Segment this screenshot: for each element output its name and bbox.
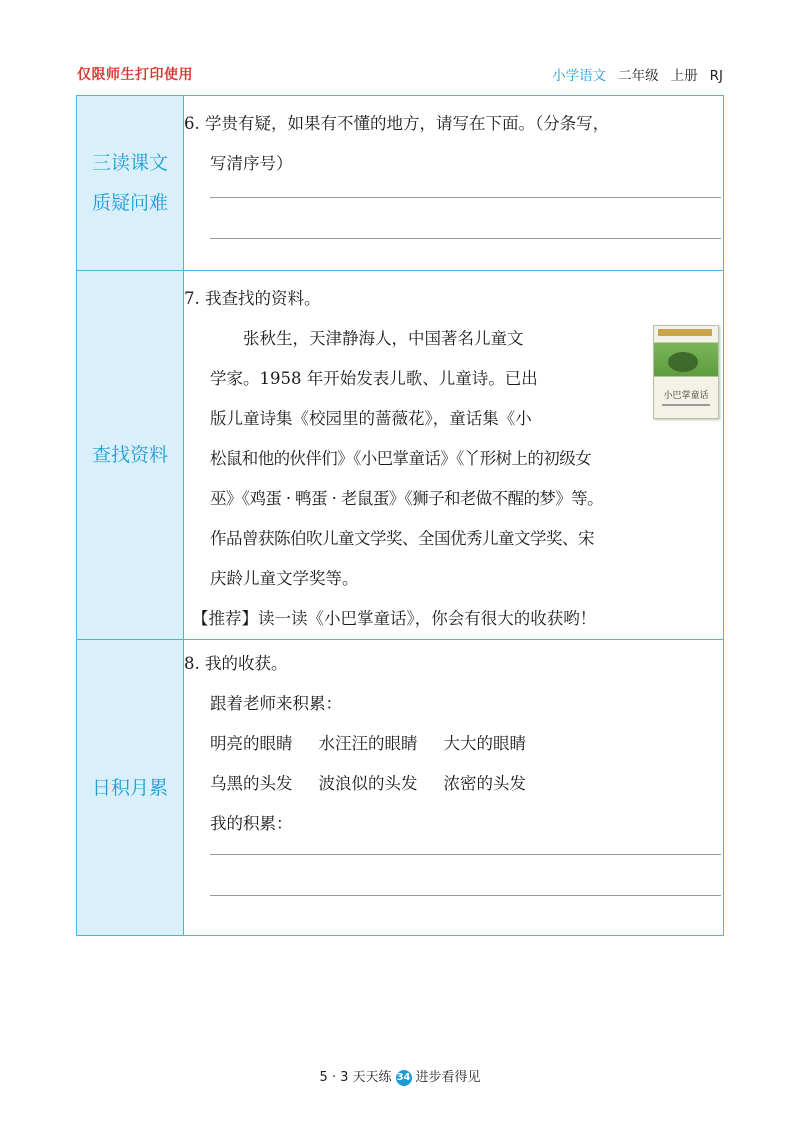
section-question-6: [77, 96, 724, 271]
section-question-8: [77, 640, 724, 936]
footer-series: 5 · 3 天天练: [319, 1070, 392, 1085]
question-6-cont: 写清序号）: [210, 154, 293, 173]
section-label: [77, 640, 184, 936]
phrase: 大大的眼睛: [443, 734, 526, 753]
phrase-row-eyes: [184, 724, 723, 764]
subject: 小学语文: [552, 68, 607, 84]
label-line: 三读课文: [91, 152, 168, 174]
paragraph-line: 巫》《鸡蛋 · 鸭蛋 · 老鼠蛋》《狮子和老做不醒的梦》等。: [210, 489, 603, 508]
section-question-7: [77, 271, 724, 640]
book-info: [552, 64, 723, 84]
writing-line[interactable]: [210, 198, 721, 239]
worksheet-table: [76, 95, 724, 936]
section-content: [184, 96, 724, 271]
volume: 上册: [670, 68, 698, 84]
book-cover-image: [653, 325, 719, 419]
label-line: 质疑问难: [91, 192, 168, 214]
book-title: 小巴掌童话: [663, 391, 709, 401]
section-label: [77, 96, 184, 271]
phrase: 浓密的头发: [443, 774, 526, 793]
phrase-row-hair: [184, 764, 723, 804]
question-8: 8. 我的收获。: [184, 654, 288, 673]
phrase: 波浪似的头发: [318, 774, 418, 793]
question-6: 6. 学贵有疑，如果有不懂的地方，请写在下面。（分条写，: [184, 114, 610, 133]
section-label: [77, 271, 184, 640]
page-footer: [0, 1066, 800, 1086]
paragraph-line: 松鼠和他的伙伴们》《小巴掌童话》《丫形树上的初级女: [210, 449, 592, 468]
accumulate-intro: 跟着老师来积累：: [210, 694, 342, 713]
paragraph-line: 庆龄儿童文学奖等。: [210, 569, 359, 588]
label-line: 日积月累: [91, 776, 168, 799]
reference-paragraph: [184, 319, 723, 599]
section-content: [184, 271, 724, 640]
label-line: 查找资料: [91, 444, 168, 466]
edition: RJ: [709, 68, 723, 84]
page-number: 34: [396, 1070, 412, 1086]
paragraph-line: 版儿童诗集《校园里的蔷薇花》，童话集《小: [210, 409, 532, 428]
print-notice: 仅限师生打印使用: [77, 67, 193, 83]
section-content: [184, 640, 724, 936]
phrase: 乌黑的头发: [210, 774, 293, 793]
footer-slogan: 进步看得见: [415, 1070, 481, 1085]
paragraph-line: 作品曾获陈伯吹儿童文学奖、全国优秀儿童文学奖、宋: [210, 529, 594, 548]
my-accumulation-prompt: 我的积累：: [210, 814, 293, 833]
phrase: 明亮的眼睛: [210, 734, 293, 753]
question-7: 7. 我查找的资料。: [184, 289, 321, 308]
recommendation: 【推荐】读一读《小巴掌童话》，你会有很大的收获哟！: [192, 609, 597, 628]
writing-line[interactable]: [210, 184, 721, 198]
paragraph-line: 学家。1958 年开始发表儿歌、儿童诗。已出: [210, 369, 538, 388]
grade: 二年级: [618, 68, 659, 84]
writing-line[interactable]: [210, 844, 721, 855]
paragraph-line: 张秋生，天津静海人，中国著名儿童文: [243, 329, 524, 348]
writing-line[interactable]: [210, 855, 721, 896]
phrase: 水汪汪的眼睛: [318, 734, 418, 753]
